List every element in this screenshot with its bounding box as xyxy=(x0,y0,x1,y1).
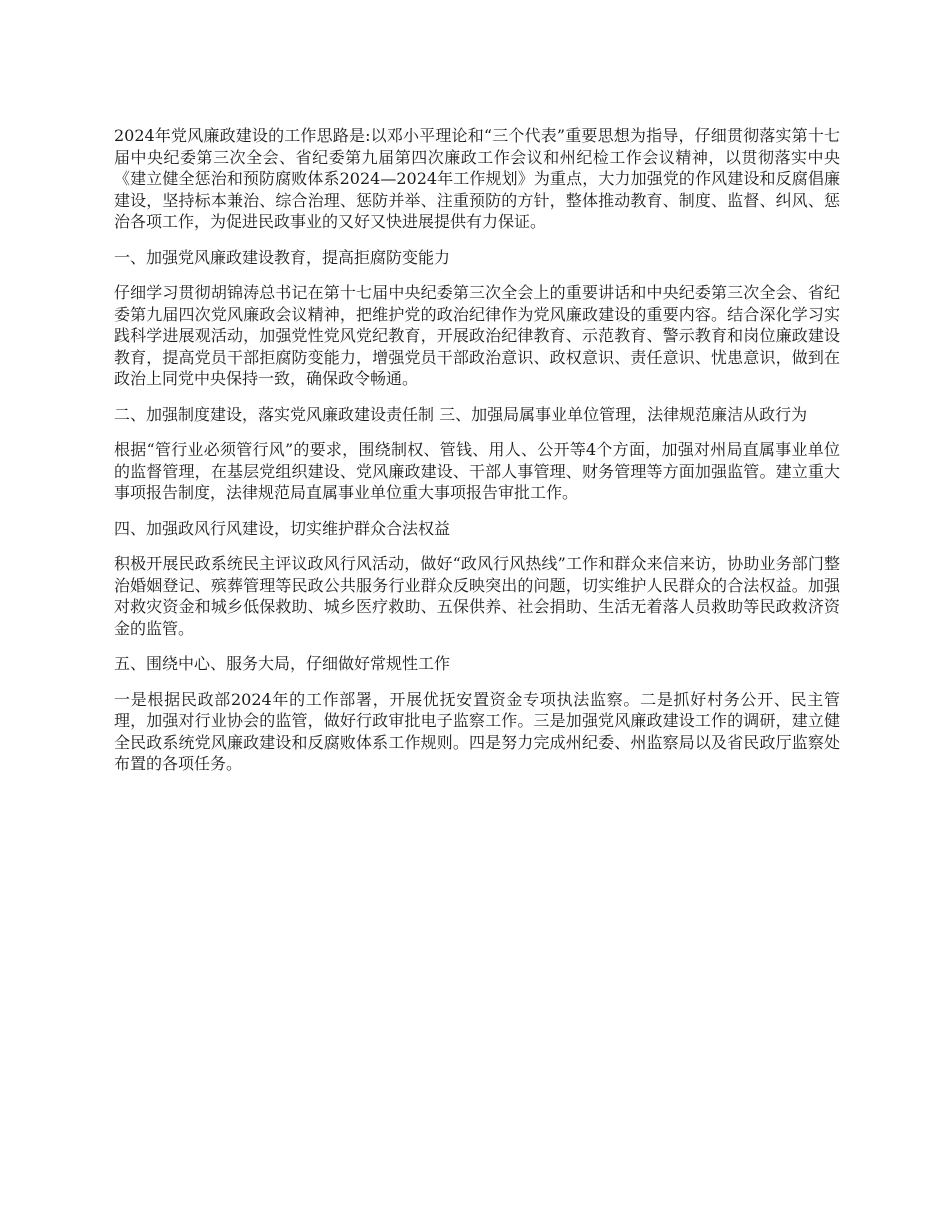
section-heading-4: 四、加强政风行风建设，切实维护群众合法权益 xyxy=(114,518,451,538)
section-paragraph-3: 根据“管行业必须管行风”的要求，围绕制权、管钱、用人、公开等4个方面，加强对州局直属事业单位的监督管理，在基层党组织建设、党风廉政建设、干部人事管理、财务管理等方面加强监管。建立重大事项报告制度，法律规范局直属事业单位重大事项报告审批工作。 xyxy=(114,440,840,502)
section-heading-2-3: 二、加强制度建设，落实党风廉政建设责任制 三、加强局属事业单位管理，法律规范廉洁从政行为 xyxy=(114,404,808,424)
section-paragraph-5: 一是根据民政部2024年的工作部署，开展优抚安置资金专项执法监察。二是抓好村务公开、民主管理，加强对行业协会的监管，做好行政审批电子监察工作。三是加强党风廉政建设工作的调研，建立健全民政系统党风廉政建设和反腐败体系工作规则。四是努力完成州纪委、州监察局以及省民政厅监察处布置的各项任务。 xyxy=(114,689,840,773)
document-body xyxy=(114,125,840,789)
section-heading-1: 一、加强党风廉政建设教育，提高拒腐防变能力 xyxy=(114,247,451,267)
intro-paragraph: 2024年党风廉政建设的工作思路是:以邓小平理论和“三个代表”重要思想为指导，仔细贯彻落实第十七届中央纪委第三次全会、省纪委第九届第四次廉政工作会议和州纪检工作会议精神，以贯彻落实中央《建立健全惩治和预防腐败体系2024—2024年工作规划》为重点，大力加强党的作风建设和反腐倡廉建设，坚持标本兼治、综合治理、惩防并举、注重预防的方针，整体推动教育、制度、监督、纠风、惩治各项工作，为促进民政事业的又好又快进展提供有力保证。 xyxy=(114,126,840,231)
section-heading-5: 五、围绕中心、服务大局，仔细做好常规性工作 xyxy=(114,654,451,673)
section-paragraph-4: 积极开展民政系统民主评议政风行风活动，做好“政风行风热线”工作和群众来信来访，协助业务部门整治婚姻登记、殡葬管理等民政公共服务行业群众反映突出的问题，切实维护人民群众的合法权益。加强对救灾资金和城乡低保救助、城乡医疗救助、五保供养、社会捐助、生活无着落人员救助等民政救济资金的监管。 xyxy=(114,554,840,638)
section-paragraph-1: 仔细学习贯彻胡锦涛总书记在第十七届中央纪委第三次全会上的重要讲话和中央纪委第三次全会、省纪委第九届四次党风廉政会议精神，把维护党的政治纪律作为党风廉政建设的重要内容。结合深化学习实践科学进展观活动，加强党性党风党纪教育，开展政治纪律教育、示范教育、警示教育和岗位廉政建设教育，提高党员干部拒腐防变能力，增强党员干部政治意识、政权意识、责任意识、忧患意识，做到在政治上同党中央保持一致，确保政令畅通。 xyxy=(114,283,840,388)
